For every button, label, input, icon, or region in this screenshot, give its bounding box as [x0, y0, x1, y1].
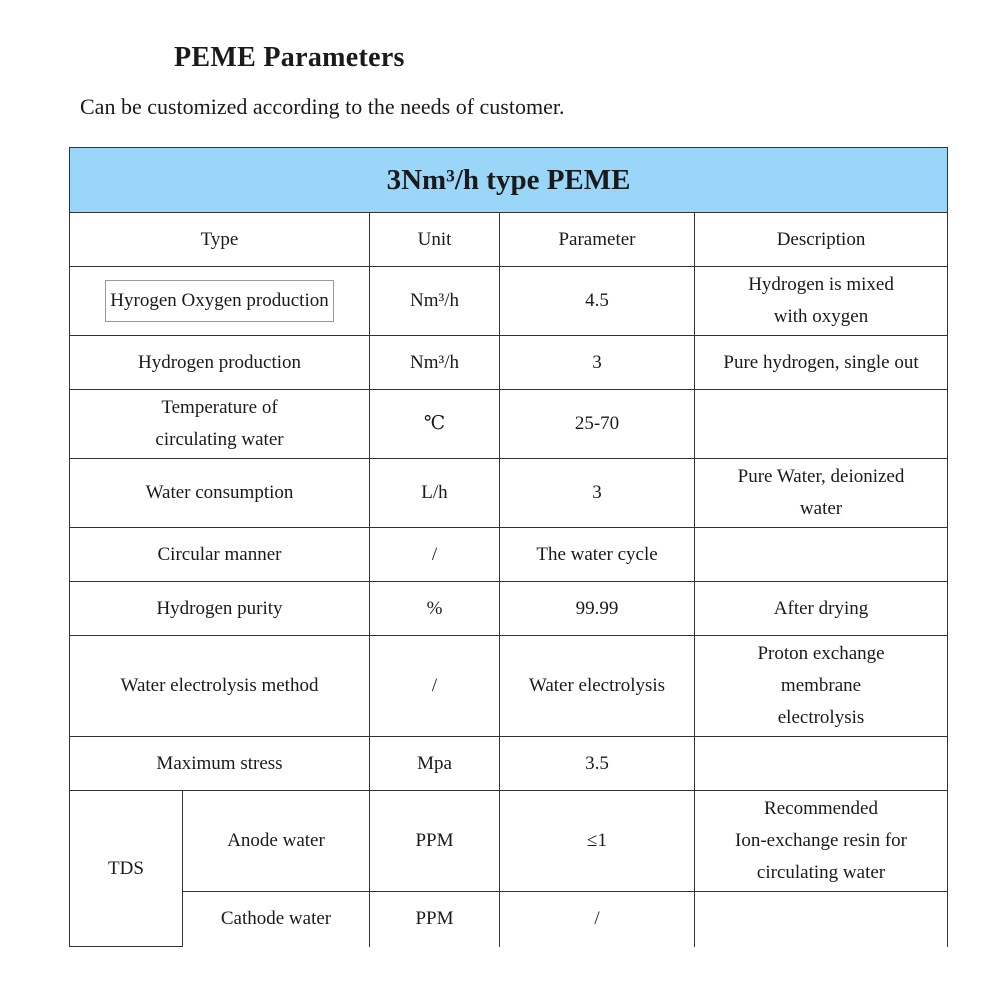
- tds-sub-cell: Cathode water: [183, 892, 370, 947]
- table-row: [70, 636, 948, 737]
- type-cell: Water consumption: [70, 459, 370, 528]
- description-cell: [695, 390, 948, 459]
- unit-cell: Mpa: [370, 737, 500, 791]
- column-header-type: Type: [70, 213, 370, 267]
- type-cell: Circular manner: [70, 528, 370, 582]
- type-cell: Water electrolysis method: [70, 636, 370, 737]
- parameter-cell: 25-70: [500, 390, 695, 459]
- unit-cell: %: [370, 582, 500, 636]
- column-header-unit: Unit: [370, 213, 500, 267]
- table-caption: 3Nm³/h type PEME: [70, 148, 948, 213]
- table-header-row: [70, 213, 948, 267]
- page-title: PEME Parameters: [174, 42, 405, 73]
- unit-cell: /: [370, 528, 500, 582]
- description-cell: After drying: [695, 582, 948, 636]
- table-caption-row: [70, 148, 948, 213]
- type-cell: Hydrogen production: [70, 336, 370, 390]
- type-cell: Hydrogen purity: [70, 582, 370, 636]
- description-cell: [695, 737, 948, 791]
- unit-cell: PPM: [370, 892, 500, 947]
- parameters-table: [69, 147, 948, 947]
- unit-cell: /: [370, 636, 500, 737]
- description-cell: Pure Water, deionized water: [695, 459, 948, 528]
- table-row: [70, 267, 948, 336]
- type-cell-text: Hyrogen Oxygen production: [105, 280, 333, 322]
- parameter-cell: 4.5: [500, 267, 695, 336]
- table-row: [70, 892, 948, 947]
- description-cell: Proton exchange membrane electrolysis: [695, 636, 948, 737]
- tds-sub-cell: Anode water: [183, 791, 370, 892]
- parameter-cell: 3.5: [500, 737, 695, 791]
- table-row: [70, 459, 948, 528]
- column-header-description: Description: [695, 213, 948, 267]
- table-row: [70, 528, 948, 582]
- unit-cell: PPM: [370, 791, 500, 892]
- unit-cell: L/h: [370, 459, 500, 528]
- description-cell: [695, 528, 948, 582]
- parameter-cell: /: [500, 892, 695, 947]
- tds-label-cell: TDS: [70, 791, 183, 947]
- parameter-cell: ≤1: [500, 791, 695, 892]
- description-cell: Pure hydrogen, single out: [695, 336, 948, 390]
- parameter-cell: Water electrolysis: [500, 636, 695, 737]
- description-cell: [695, 892, 948, 947]
- parameter-cell: 99.99: [500, 582, 695, 636]
- parameter-cell: 3: [500, 459, 695, 528]
- description-cell: Recommended Ion-exchange resin for circulating water: [695, 791, 948, 892]
- table-row: [70, 737, 948, 791]
- parameter-cell: The water cycle: [500, 528, 695, 582]
- page-subtitle: Can be customized according to the needs of customer.: [80, 94, 565, 119]
- table-row: [70, 582, 948, 636]
- type-cell: Maximum stress: [70, 737, 370, 791]
- table-row: [70, 336, 948, 390]
- type-cell: Temperature of circulating water: [70, 390, 370, 459]
- description-cell: Hydrogen is mixed with oxygen: [695, 267, 948, 336]
- unit-cell: Nm³/h: [370, 267, 500, 336]
- table-row: [70, 390, 948, 459]
- column-header-parameter: Parameter: [500, 213, 695, 267]
- parameter-cell: 3: [500, 336, 695, 390]
- unit-cell: Nm³/h: [370, 336, 500, 390]
- unit-cell: ℃: [370, 390, 500, 459]
- type-cell: [70, 267, 370, 336]
- table-row: [70, 791, 948, 892]
